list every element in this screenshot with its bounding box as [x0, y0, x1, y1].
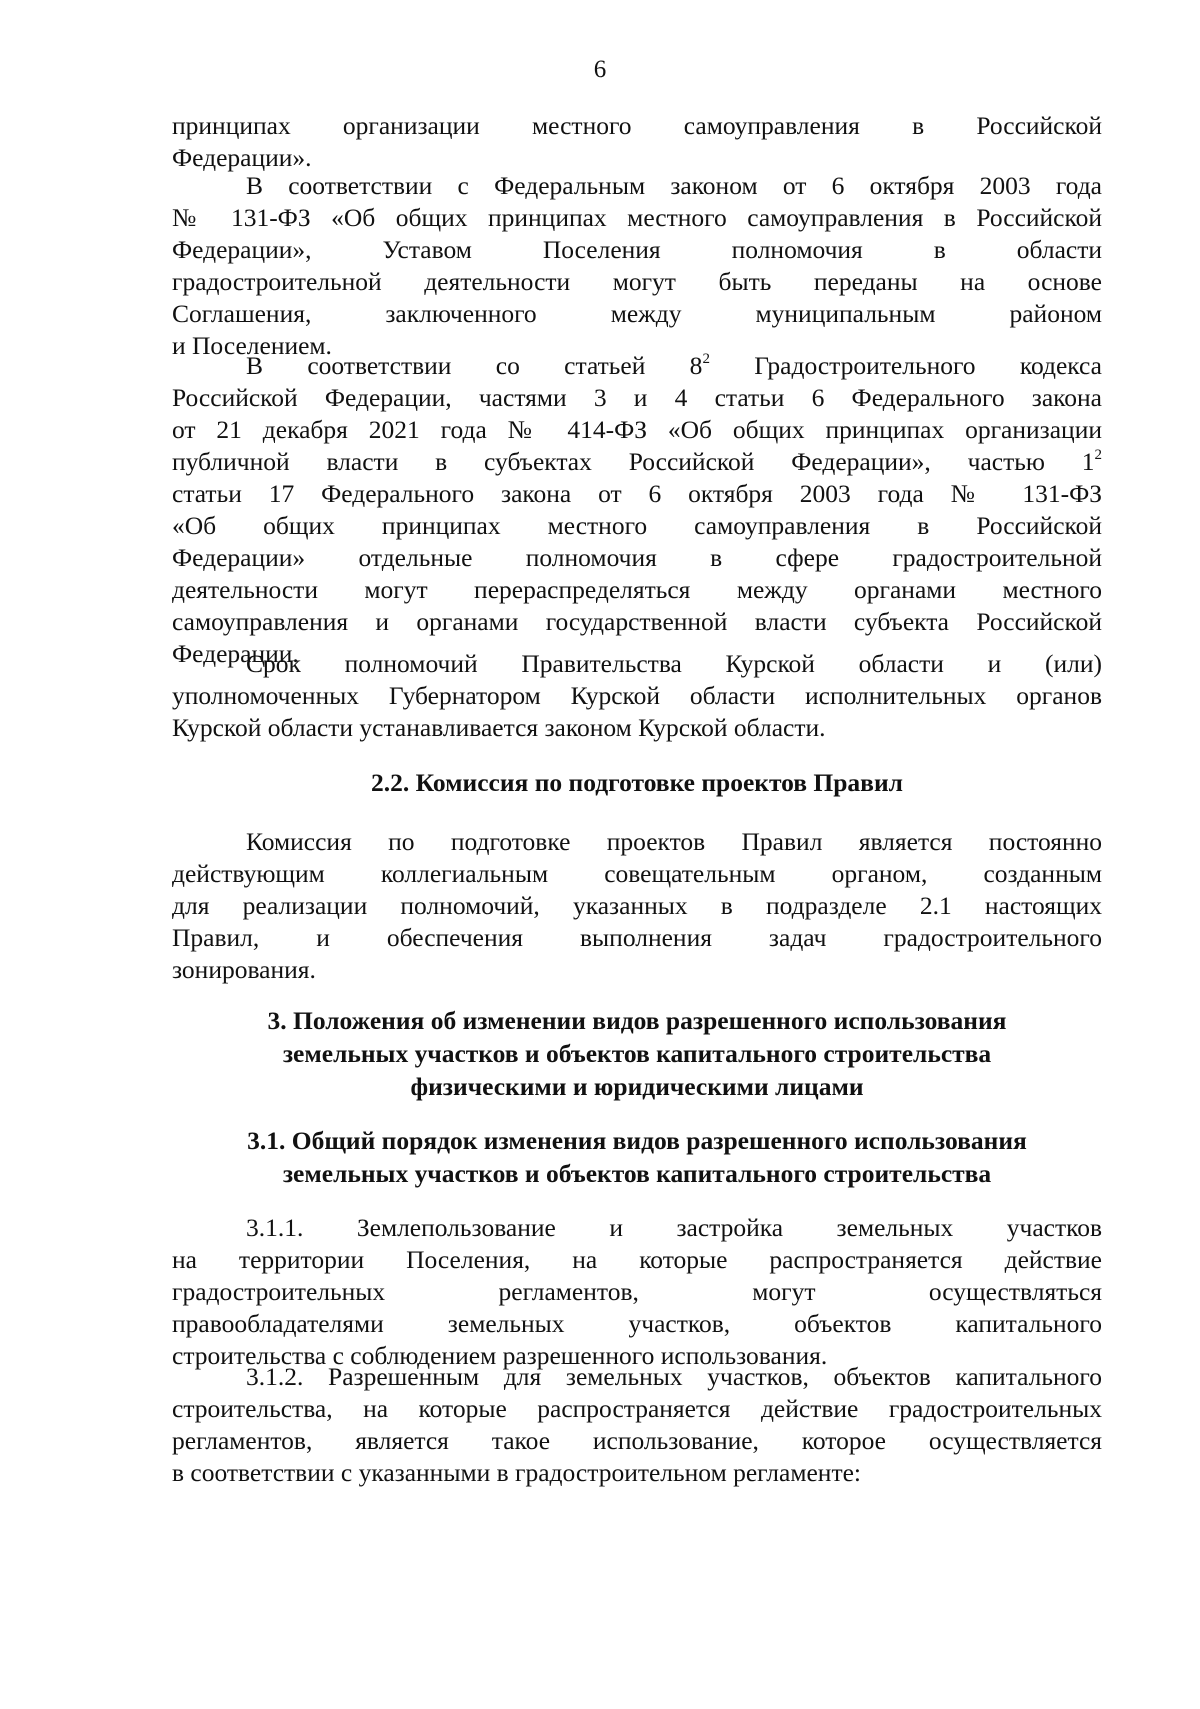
text-line: градостроительной деятельности могут быть переданы на основе	[172, 267, 1102, 296]
paragraph-redistribution	[172, 350, 1102, 670]
text-line: Федерации» отдельные полномочия в сфере градостроительной	[172, 543, 1102, 572]
text-line: Комиссия по подготовке проектов Правил является постоянно	[246, 827, 1102, 856]
text-line: уполномоченных Губернатором Курской области исполнительных органов	[172, 681, 1102, 710]
text-line: деятельности могут перераспределяться между органами местного	[172, 575, 1102, 604]
heading-line: 3.1. Общий порядок изменения видов разрешенного использования	[247, 1126, 1027, 1155]
text-line: В соответствии с Федеральным законом от 6 октября 2003 года	[246, 171, 1102, 200]
text-segment: публичной власти в субъектах Российской Федерации», частью 1	[172, 447, 1095, 476]
paragraph-commission	[172, 826, 1102, 986]
text-line: на территории Поселения, на которые распространяется действие	[172, 1245, 1102, 1274]
text-line: в соответствии с указанными в градостроительном регламенте:	[172, 1458, 861, 1487]
paragraph-term	[172, 648, 1102, 744]
text-line: Курской области устанавливается законом Курской области.	[172, 713, 826, 742]
text-line: строительства, на которые распространяется действие градостроительных	[172, 1394, 1102, 1423]
superscript: 2	[1094, 446, 1102, 463]
heading-line: земельных участков и объектов капитального строительства	[282, 1039, 992, 1068]
text-line: регламентов, является такое использование, которое осуществляется	[172, 1426, 1102, 1455]
text-line: № 131-ФЗ «Об общих принципах местного самоуправления в Российской	[172, 203, 1102, 232]
text-line	[172, 350, 1102, 382]
text-line	[172, 446, 1102, 478]
page-number: 6	[593, 56, 607, 83]
paragraph-3-1-1	[172, 1212, 1102, 1372]
text-segment: В соответствии со статьей 8	[246, 351, 703, 380]
text-line: статьи 17 Федерального закона от 6 октября 2003 года № 131-ФЗ	[172, 479, 1102, 508]
text-line: Федерации.	[172, 639, 299, 668]
text-line: действующим коллегиальным совещательным органом, созданным	[172, 859, 1102, 888]
text-line: для реализации полномочий, указанных в подразделе 2.1 настоящих	[172, 891, 1102, 920]
text-line: Соглашения, заключенного между муниципальным районом	[172, 299, 1102, 328]
text-line: от 21 декабря 2021 года № 414-ФЗ «Об общих принципах организации	[172, 415, 1102, 444]
text-line: 3.1.1. Землепользование и застройка земельных участков	[246, 1213, 1102, 1242]
text-line: «Об общих принципах местного самоуправления в Российской	[172, 511, 1102, 540]
text-line: строительства с соблюдением разрешенного использования.	[172, 1341, 828, 1370]
text-line: 3.1.2. Разрешенным для земельных участков, объектов капитального	[246, 1362, 1102, 1391]
text-line: и Поселением.	[172, 331, 332, 360]
text-line: самоуправления и органами государственной власти субъекта Российской	[172, 607, 1102, 636]
paragraph-continuation	[172, 110, 1102, 174]
text-line: Федерации».	[172, 143, 312, 172]
text-line: градостроительных регламентов, могут осуществляться	[172, 1277, 1102, 1306]
text-line: Федерации», Уставом Поселения полномочия в области	[172, 235, 1102, 264]
text-line: Правил, и обеспечения выполнения задач градостроительного	[172, 923, 1102, 952]
superscript: 2	[702, 350, 710, 367]
text-line: Российской Федерации, частями 3 и 4 статьи 6 Федерального закона	[172, 383, 1102, 412]
text-line: зонирования.	[172, 955, 316, 984]
section-heading-3	[172, 1004, 1102, 1103]
section-heading-2-2: 2.2. Комиссия по подготовке проектов Правил	[371, 768, 903, 797]
text-line: Срок полномочий Правительства Курской области и (или)	[246, 649, 1102, 678]
paragraph-delegation	[172, 170, 1102, 362]
heading-line: земельных участков и объектов капитального строительства	[282, 1159, 992, 1188]
text-line: принципах организации местного самоуправления в Российской	[172, 111, 1102, 140]
section-heading-3-1	[172, 1124, 1102, 1190]
text-line: правообладателями земельных участков, объектов капитального	[172, 1309, 1102, 1338]
text-segment: Градостроительного кодекса	[709, 351, 1102, 380]
heading-line: 3. Положения об изменении видов разрешенного использования	[267, 1006, 1007, 1035]
paragraph-3-1-2	[172, 1361, 1102, 1489]
heading-line: физическими и юридическими лицами	[410, 1072, 864, 1101]
